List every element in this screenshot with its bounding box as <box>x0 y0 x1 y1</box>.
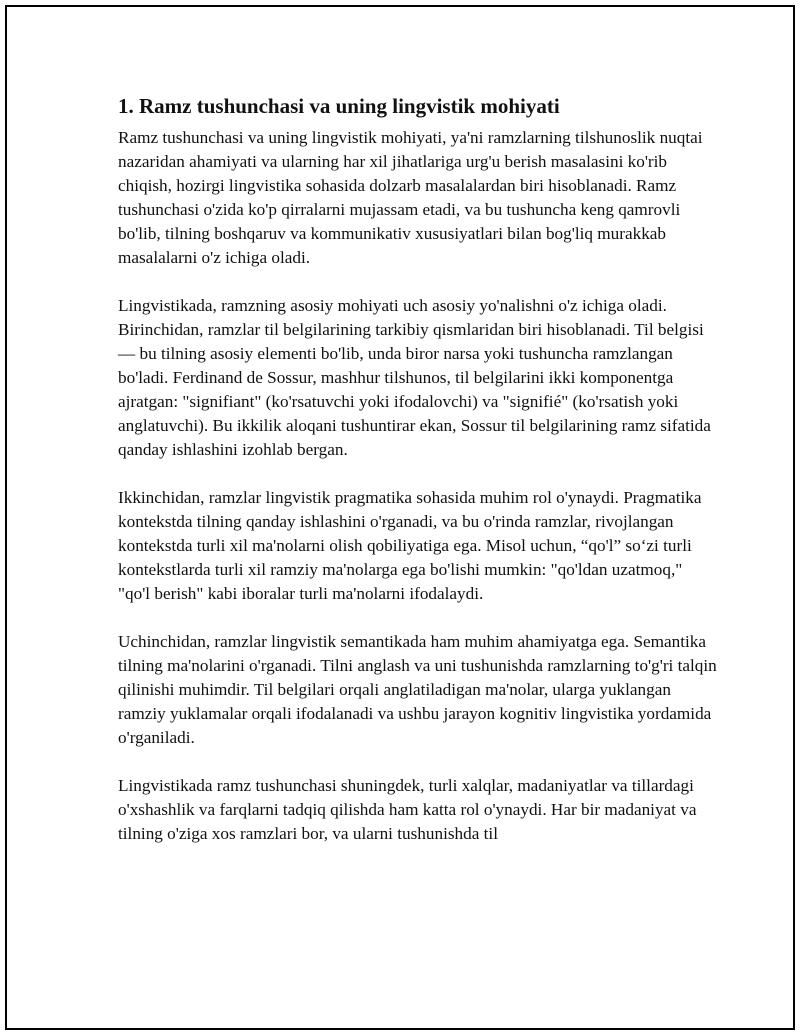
paragraph-1: Ramz tushunchasi va uning lingvistik mohiyati, ya'ni ramzlarning tilshunoslik nuqtai nazaridan ahamiyati va ularning har xil jihatlariga urg'u berish masalasini ko'rib chiqish, hozirgi lingvistika sohasida dolzarb masalalardan biri hisoblanadi. Ramz tushunchasi o'zida ko'p qirralarni mujassam etadi, va bu tushuncha keng qamrovli bo'lib, tilning boshqaruv va kommunikativ xususiyatlari bilan bog'liq murakkab masalalarni o'z ichiga oladi. <box>118 128 703 267</box>
document-body <box>118 92 718 870</box>
paragraph-5: Lingvistikada ramz tushunchasi shuningdek, turli xalqlar, madaniyatlar va tillardagi o'xshashlik va farqlarni tadqiq qilishda ham katta rol o'ynaydi. Har bir madaniyat va tilning o'ziga xos ramzlari bor, va ularni tushunishda til <box>118 776 697 843</box>
section-heading: 1. Ramz tushunchasi va uning lingvistik mohiyati <box>118 94 560 118</box>
paragraph-3: Ikkinchidan, ramzlar lingvistik pragmatika sohasida muhim rol o'ynaydi. Pragmatika kontekstda tilning qanday ishlashini o'rganadi, va bu o'rinda ramzlar, rivojlangan kontekstda turli xil ma'nolarni olish qobiliyatiga ega. Misol uchun, “qo'l” so‘zi turli kontekstlarda turli xil ramziy ma'nolarga ega bo'lishi mumkin: "qo'ldan uzatmoq," "qo'l berish" kabi iboralar turli ma'nolarni ifodalaydi. <box>118 488 702 603</box>
paragraph-4: Uchinchidan, ramzlar lingvistik semantikada ham muhim ahamiyatga ega. Semantika tilning ma'nolarini o'rganadi. Tilni anglash va uni tushunishda ramzlarning to'g'ri talqin qilinishi muhimdir. Til belgilari orqali anglatiladigan ma'nolar, ularga yuklangan ramziy yuklamalar orqali ifodalanadi va ushbu jarayon kognitiv lingvistika yordamida o'rganiladi. <box>118 632 717 747</box>
paragraph-2: Lingvistikada, ramzning asosiy mohiyati uch asosiy yo'nalishni o'z ichiga oladi. Birinchidan, ramzlar til belgilarining tarkibiy qismlaridan biri hisoblanadi. Til belgisi — bu tilning asosiy elementi bo'lib, unda biror narsa yoki tushuncha ramzlangan bo'ladi. Ferdinand de Sossur, mashhur tilshunos, til belgilarini ikki komponentga ajratgan: "signifiant" (ko'rsatuvchi yoki ifodalovchi) va "signifié" (ko'rsatish yoki anglatuvchi). Bu ikkilik aloqani tushuntirar ekan, Sossur til belgilarining ramz sifatida qanday ishlashini izohlab bergan. <box>118 296 711 459</box>
